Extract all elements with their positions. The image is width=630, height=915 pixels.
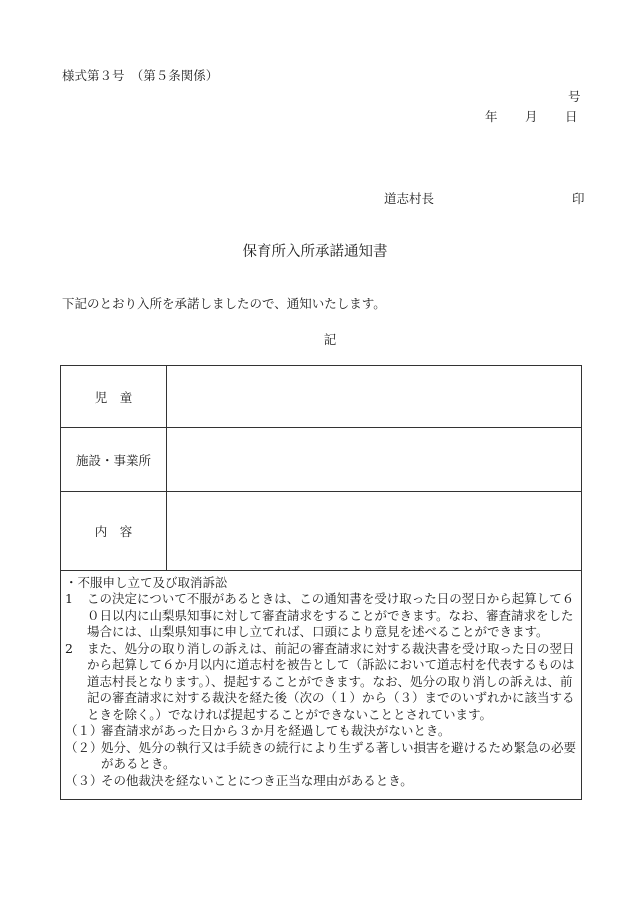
note-number: 2 bbox=[65, 640, 73, 656]
note-item bbox=[65, 591, 577, 641]
table-row bbox=[61, 492, 582, 571]
document-number-label: 号 bbox=[568, 89, 581, 104]
appeal-notes bbox=[61, 571, 582, 800]
note-text: この決定について不服があるときは、この通知書を受け取った日の翌日から起算して６０日以内に山梨県知事に対して審査請求をすることができます。なお、審査請求をした場合には、山梨県知事に申し立てれば、口頭により意見を述べることができます。 bbox=[87, 591, 575, 639]
date-line bbox=[485, 109, 578, 125]
table-row bbox=[61, 366, 582, 428]
content-value bbox=[167, 492, 582, 571]
date-day: 日 bbox=[565, 109, 578, 124]
issuer-name: 道志村長 bbox=[384, 191, 435, 206]
note-item bbox=[65, 641, 577, 724]
note-number: 1 bbox=[65, 591, 73, 606]
child-value bbox=[167, 366, 582, 428]
intro-text: 下記のとおり入所を承諾しましたので、通知いたします。 bbox=[62, 296, 386, 311]
seal-mark: 印 bbox=[572, 191, 585, 206]
subitem-text: 処分、処分の執行又は手続きの続行により生ずる著しい損害を避けるため緊急の必要があるとき。 bbox=[101, 739, 577, 771]
date-year: 年 bbox=[485, 109, 498, 124]
note-subitem bbox=[65, 740, 577, 773]
table-row bbox=[61, 571, 582, 800]
facility-label: 施設・事業所 bbox=[61, 428, 167, 492]
facility-value bbox=[167, 428, 582, 492]
child-label: 児 童 bbox=[61, 366, 167, 428]
subitem-number: （１） bbox=[65, 723, 103, 738]
subitem-number: （２） bbox=[65, 739, 103, 755]
subitem-number: （３） bbox=[65, 772, 103, 788]
content-label: 内 容 bbox=[61, 492, 167, 571]
date-month: 月 bbox=[525, 109, 538, 124]
table-row bbox=[61, 428, 582, 492]
ki-marker: 記 bbox=[323, 332, 337, 347]
note-subitem bbox=[65, 723, 577, 740]
note-subitem bbox=[65, 773, 577, 790]
details-table bbox=[60, 365, 582, 800]
note-text: また、処分の取り消しの訴えは、前記の審査請求に対する裁決書を受け取った日の翌日から起算して６か月以内に道志村を被告として（訴訟において道志村を代表するものは道志村長となります。）、提起することができます。なお、処分の取り消しの訴えは、前記の審査請求に対する裁決を経た後（次の（１）から（３）までのいずれかに該当するときを除く。）でなければ提起することができないこととされています。 bbox=[87, 640, 575, 722]
notes-heading: ・不服申し立て及び取消訴訟 bbox=[65, 575, 228, 590]
document-title: 保育所入所承諾通知書 bbox=[242, 244, 388, 260]
subitem-text: その他裁決を経ないことにつき正当な理由があるとき。 bbox=[101, 772, 413, 788]
subitem-text: 審査請求があった日から３か月を経過しても裁決がないとき。 bbox=[101, 723, 451, 738]
form-number: 様式第３号 （第５条関係） bbox=[62, 68, 219, 83]
